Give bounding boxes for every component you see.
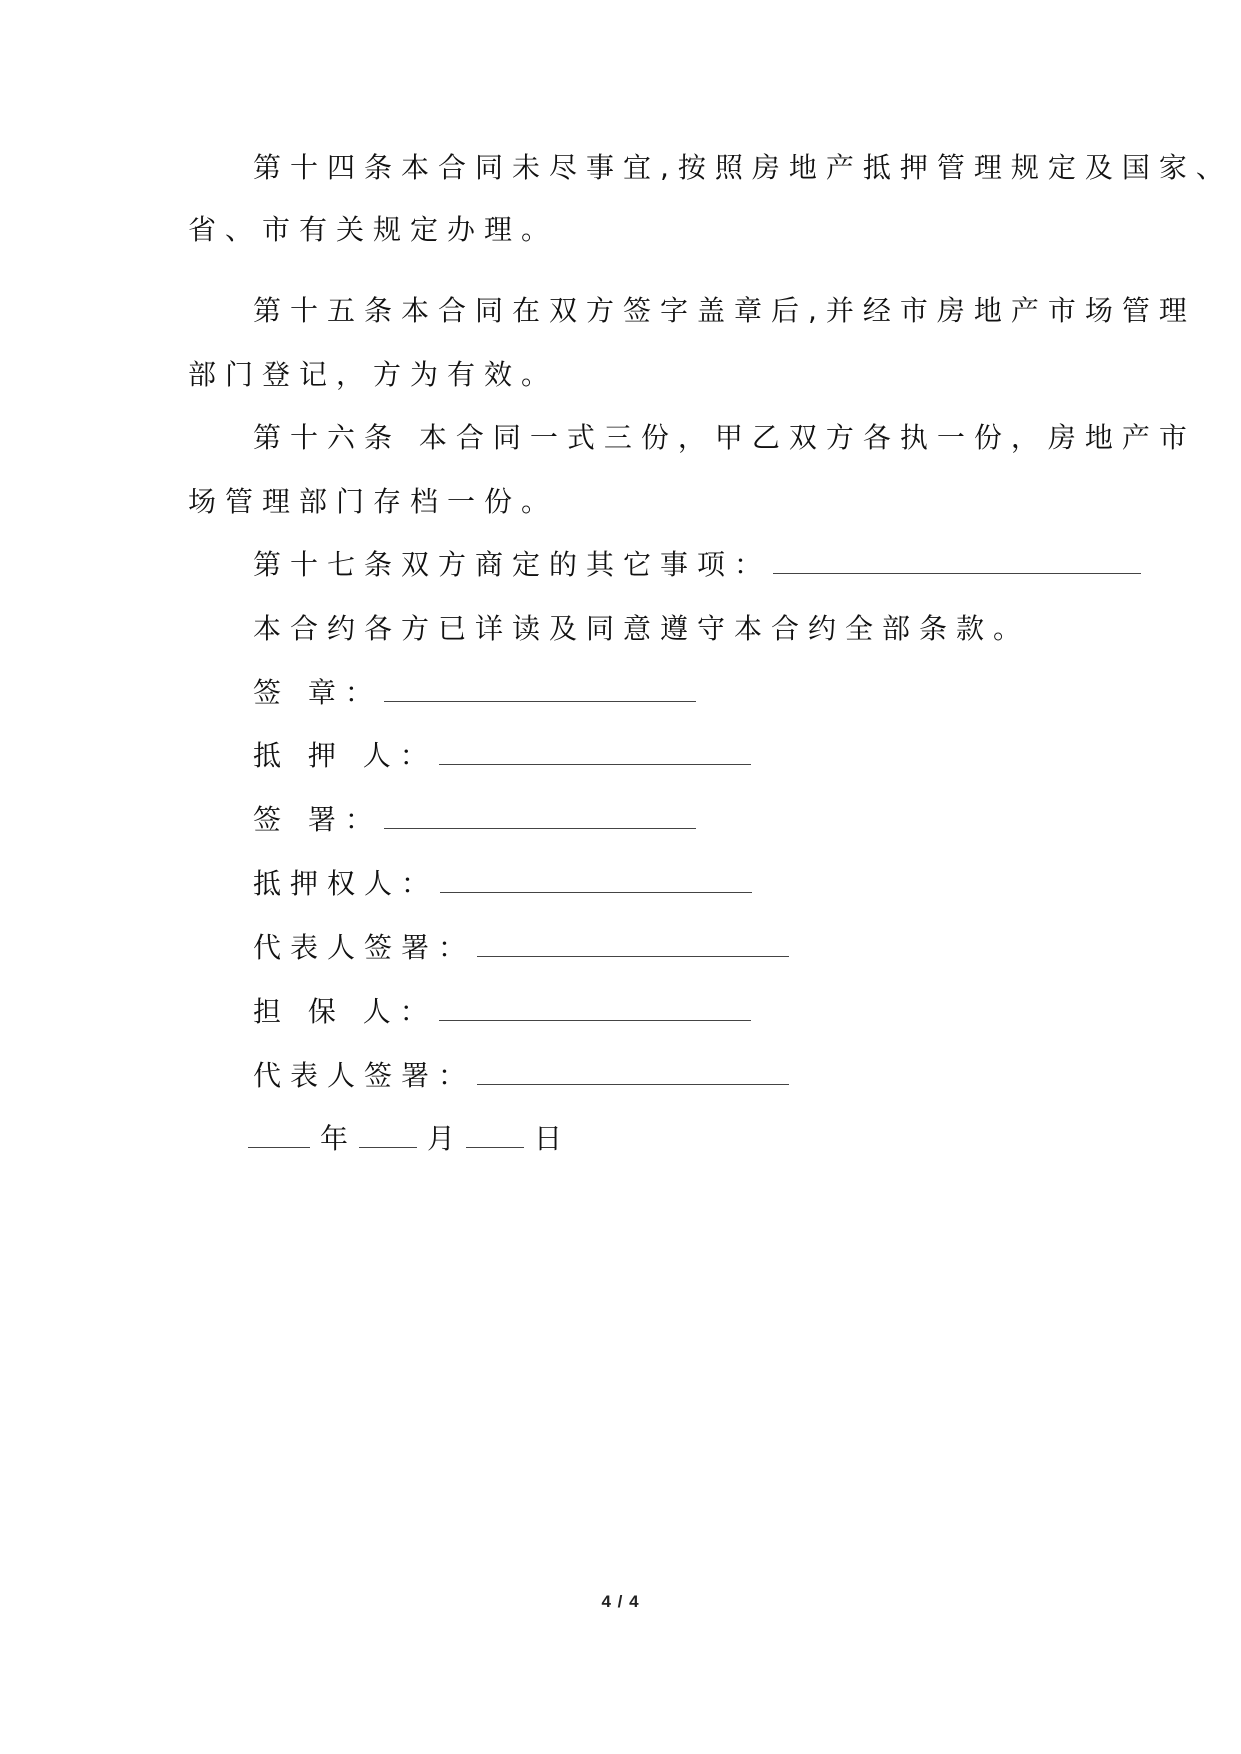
guarantor-row (253, 992, 751, 1032)
signed-blank[interactable] (384, 804, 696, 829)
article-15-line-2: 部门登记，方为有效。 (188, 358, 559, 391)
page-number: 4 / 4 (601, 1592, 640, 1611)
representative-2-blank[interactable] (477, 1060, 789, 1085)
representative-2-label: 代表人签署： (253, 1059, 476, 1092)
month-label: 月 (427, 1122, 465, 1155)
month-blank[interactable] (359, 1123, 417, 1148)
article-14-line-2: 省、市有关规定办理。 (188, 213, 559, 246)
agreement-statement: 本合约各方已详读及同意遵守本合约全部条款。 (253, 612, 1031, 645)
mortgagor-label: 抵 押 人： (253, 739, 437, 772)
article-16-line-1: 第十六条 本合同一式三份，甲乙双方各执一份，房地产市 (253, 421, 1196, 454)
seal-blank[interactable] (384, 677, 696, 702)
representative-1-blank[interactable] (477, 932, 789, 957)
mortgagor-blank[interactable] (439, 740, 751, 765)
article-17-label: 第十七条双方商定的其它事项： (253, 548, 772, 581)
seal-label: 签 章： (253, 676, 382, 709)
day-label: 日 (534, 1122, 572, 1155)
date-row (248, 1119, 571, 1159)
article-17-row (253, 545, 1141, 585)
representative-2-row (253, 1056, 789, 1096)
year-blank[interactable] (248, 1123, 310, 1148)
article-16-line-2: 场管理部门存档一份。 (188, 485, 559, 518)
article-14-line-1: 第十四条本合同未尽事宜,按照房地产抵押管理规定及国家、 (253, 151, 1233, 184)
article-15-line-1: 第十五条本合同在双方签字盖章后,并经市房地产市场管理 (253, 294, 1196, 327)
guarantor-blank[interactable] (439, 996, 751, 1021)
representative-1-row (253, 928, 789, 968)
mortgagor-row (253, 736, 751, 776)
year-label: 年 (320, 1122, 358, 1155)
mortgagee-label: 抵押权人： (253, 867, 439, 900)
guarantor-label: 担 保 人： (253, 995, 437, 1028)
day-blank[interactable] (466, 1123, 524, 1148)
signed-label: 签 署： (253, 803, 382, 836)
article-17-blank[interactable] (773, 549, 1141, 574)
signed-row (253, 800, 696, 840)
mortgagee-row (253, 864, 752, 904)
representative-1-label: 代表人签署： (253, 931, 476, 964)
seal-row (253, 673, 696, 713)
mortgagee-blank[interactable] (440, 868, 752, 893)
